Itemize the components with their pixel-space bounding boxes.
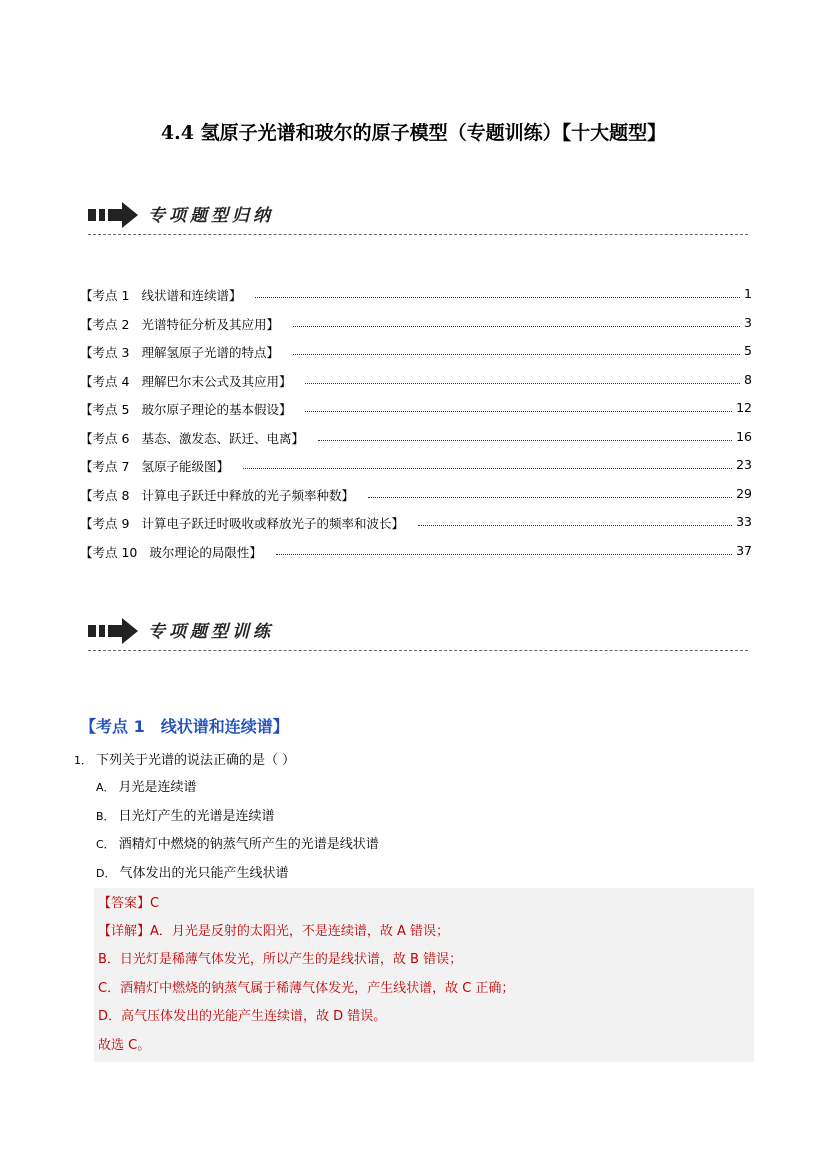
toc-number: 【考点 8 bbox=[80, 487, 130, 503]
toc-number: 【考点 10 bbox=[80, 544, 138, 560]
option-letter: C． bbox=[96, 838, 115, 851]
toc-leader bbox=[305, 400, 732, 412]
toc-number: 【考点 3 bbox=[80, 345, 130, 360]
toc-number: 【考点 5 bbox=[80, 402, 130, 417]
toc-page-number: 5 bbox=[744, 343, 752, 358]
toc-number: 【考点 9 bbox=[80, 516, 130, 531]
section-banner-training bbox=[88, 612, 748, 652]
toc-leader bbox=[318, 429, 732, 441]
answer-box bbox=[94, 888, 754, 1062]
toc-leader bbox=[293, 343, 740, 355]
section-number: 【考点 1 bbox=[80, 717, 145, 736]
toc-page-number: 8 bbox=[744, 371, 752, 387]
question-text: 下列关于光谱的说法正确的是（ ） bbox=[96, 753, 296, 768]
answer-line: C．酒精灯中燃烧的钠蒸气属于稀薄气体发光，产生线状谱，故 C 正确； bbox=[98, 981, 515, 996]
toc-page-number: 37 bbox=[736, 542, 752, 558]
toc-label bbox=[80, 372, 291, 390]
toc-entry[interactable] bbox=[80, 457, 752, 486]
toc-page-number: 33 bbox=[736, 514, 752, 529]
toc-label bbox=[80, 315, 279, 333]
question-number: 1． bbox=[74, 754, 92, 767]
option-text: 气体发出的光只能产生线状谱 bbox=[119, 865, 289, 881]
toc-text: 基态、激发态、跃迁、电离】 bbox=[141, 430, 304, 446]
toc-label bbox=[80, 486, 354, 504]
toc-page-number: 1 bbox=[744, 286, 752, 301]
option-letter: B． bbox=[96, 809, 115, 823]
toc-leader bbox=[255, 286, 740, 298]
page-title: 4.4 氢原子光谱和玻尔的原子模型（专题训练）【十大题型】 bbox=[160, 122, 667, 144]
toc-entry[interactable] bbox=[80, 514, 752, 543]
toc-page-number: 3 bbox=[744, 314, 752, 330]
toc-entry[interactable] bbox=[80, 486, 752, 515]
question-stem bbox=[74, 749, 295, 768]
toc-label bbox=[80, 514, 404, 532]
arrow-icon bbox=[88, 200, 140, 230]
toc-number: 【考点 7 bbox=[80, 459, 130, 474]
section-text: 线状谱和连续谱】 bbox=[160, 717, 289, 736]
toc-number: 【考点 2 bbox=[80, 316, 130, 332]
toc-number: 【考点 1 bbox=[80, 288, 130, 303]
option-text: 日光灯产生的光谱是连续谱 bbox=[118, 808, 275, 824]
toc-label bbox=[80, 429, 304, 447]
dashed-divider bbox=[88, 234, 748, 235]
option-letter: D． bbox=[96, 866, 116, 880]
toc-text: 线状谱和连续谱】 bbox=[141, 288, 242, 303]
answer-line: 【详解】A．月光是反射的太阳光，不是连续谱，故 A 错误； bbox=[98, 924, 450, 939]
banner-label: 专项题型训练 bbox=[148, 622, 274, 642]
toc-text: 光谱特征分析及其应用】 bbox=[141, 316, 279, 332]
toc-leader bbox=[293, 315, 740, 327]
toc-page-number: 12 bbox=[736, 400, 752, 415]
option-c bbox=[96, 833, 379, 862]
option-d bbox=[96, 862, 379, 891]
dashed-divider bbox=[88, 650, 748, 651]
toc-leader bbox=[243, 457, 732, 469]
toc-text: 计算电子跃迁时吸收或释放光子的频率和波长】 bbox=[141, 516, 404, 531]
toc-entry[interactable] bbox=[80, 400, 752, 429]
answer-line: D．高气压体发出的光能产生连续谱，故 D 错误。 bbox=[98, 1009, 387, 1024]
toc-text: 玻尔原子理论的基本假设】 bbox=[141, 402, 292, 417]
toc-number: 【考点 4 bbox=[80, 373, 130, 389]
question-options bbox=[96, 776, 379, 890]
section-heading bbox=[80, 714, 289, 737]
option-text: 月光是连续谱 bbox=[118, 780, 197, 795]
option-b bbox=[96, 805, 379, 834]
toc-entry[interactable] bbox=[80, 372, 752, 401]
toc-entry[interactable] bbox=[80, 343, 752, 372]
toc-page-number: 29 bbox=[736, 485, 752, 501]
toc-entry[interactable] bbox=[80, 315, 752, 344]
toc-entry[interactable] bbox=[80, 286, 752, 315]
toc-number: 【考点 6 bbox=[80, 430, 130, 446]
toc-leader bbox=[276, 543, 732, 555]
toc-text: 玻尔理论的局限性】 bbox=[149, 544, 262, 560]
answer-line: 【答案】C bbox=[98, 896, 160, 911]
toc-text: 氢原子能级图】 bbox=[141, 459, 229, 474]
toc-leader bbox=[368, 486, 732, 498]
toc-label bbox=[80, 400, 291, 418]
toc-leader bbox=[305, 372, 740, 384]
toc-label bbox=[80, 343, 279, 361]
toc-label bbox=[80, 543, 262, 561]
toc-text: 计算电子跃迁中释放的光子频率种数】 bbox=[141, 487, 354, 503]
toc-entry[interactable] bbox=[80, 543, 752, 572]
toc-entry[interactable] bbox=[80, 429, 752, 458]
toc-label bbox=[80, 457, 229, 475]
toc-text: 理解氢原子光谱的特点】 bbox=[141, 345, 279, 360]
toc-page-number: 16 bbox=[736, 428, 752, 444]
option-letter: A． bbox=[96, 781, 115, 794]
section-banner-summary bbox=[88, 196, 748, 236]
option-text: 酒精灯中燃烧的钠蒸气所产生的光谱是线状谱 bbox=[118, 837, 379, 852]
toc-label bbox=[80, 286, 241, 304]
option-a bbox=[96, 776, 379, 805]
toc-page-number: 23 bbox=[736, 457, 752, 472]
answer-line: B．日光灯是稀薄气体发光，所以产生的是线状谱，故 B 错误； bbox=[98, 952, 463, 967]
table-of-contents bbox=[80, 286, 752, 571]
toc-text: 理解巴尔末公式及其应用】 bbox=[141, 373, 292, 389]
toc-leader bbox=[418, 514, 732, 526]
arrow-icon bbox=[88, 616, 140, 646]
answer-line: 故选 C。 bbox=[98, 1038, 151, 1053]
banner-label: 专项题型归纳 bbox=[148, 206, 274, 226]
